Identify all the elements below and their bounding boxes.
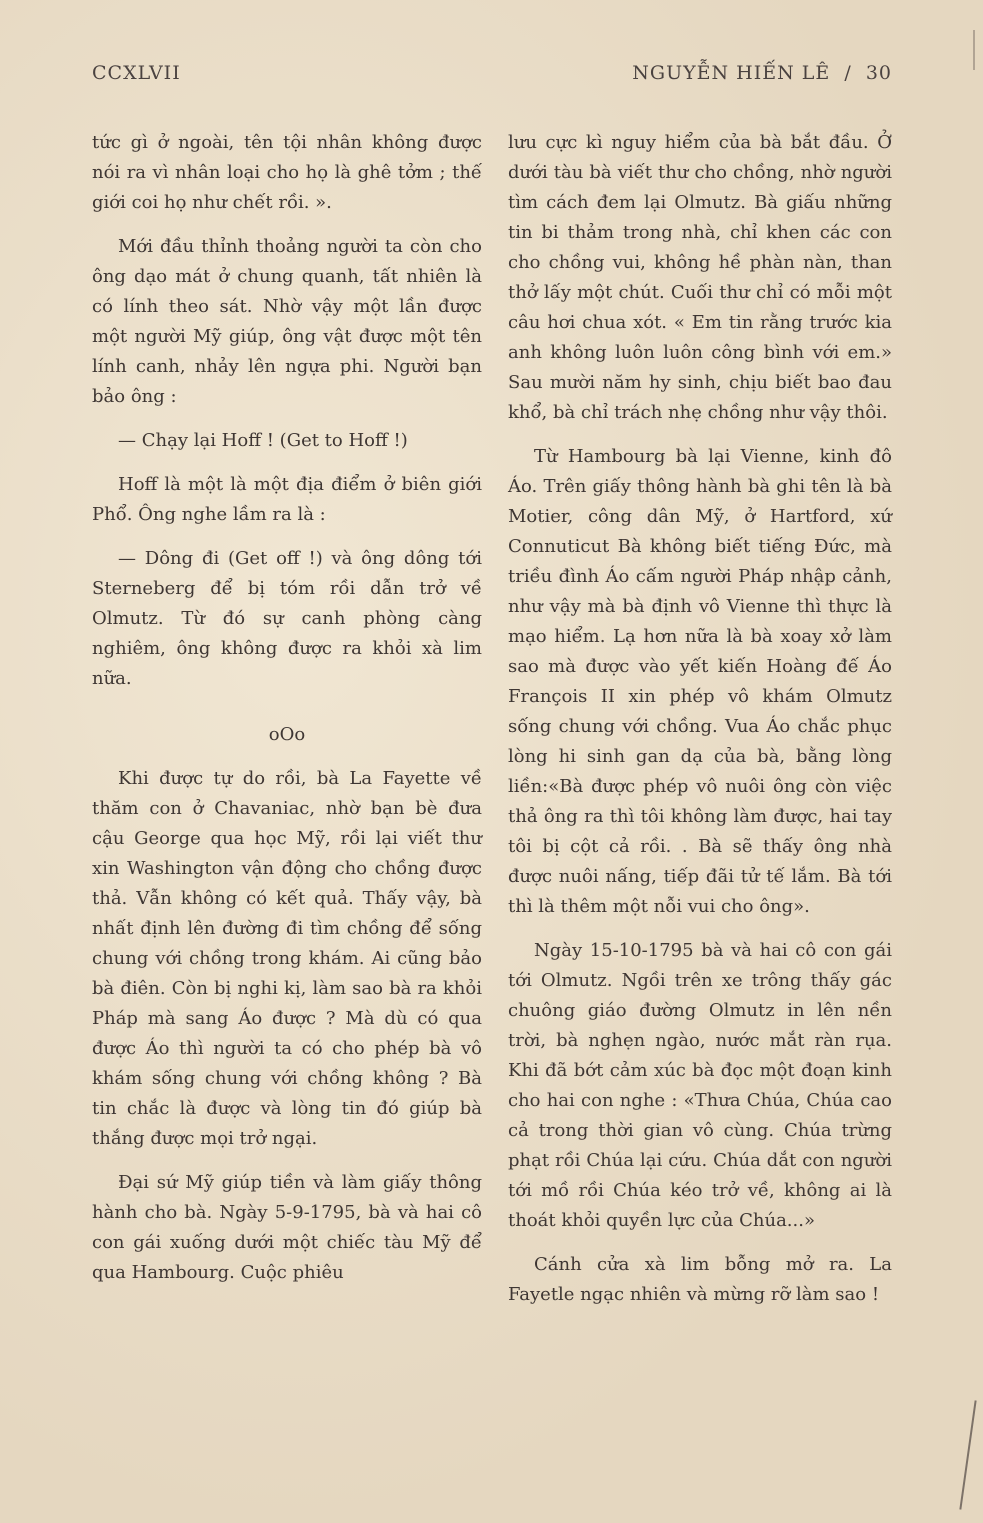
- dialogue-line: — Chạy lại Hoff ! (Get to Hoff !): [118, 430, 408, 451]
- paragraph: Từ Hambourg bà lại Vienne, kinh đô Áo. Trên giấy thông hành bà ghi tên là bà Motier, công dân Mỹ, ở Hartford, xứ Connuticut Bà không biết tiếng Đức, mà triều đình Áo cấm người Pháp nhập cảnh, như vậy mà bà định vô Vienne thì thực là mạo hiểm. Lạ hơn nữa là bà xoay xở làm sao mà được vào yết kiến Hoàng đế Áo François II xin phép vô khám Olmutz sống chung với chồng. Vua Áo chắc phục lòng hi sinh gan dạ của bà, bằng lòng liền:«Bà được phép vô nuôi ông còn việc thả ông ra thì tôi không làm được, hai tay tôi bị cột cả rồi. . Bà sẽ thấy ông nhà được nuôi nấng, tiếp đãi tử tế lắm. Bà tới thì là thêm một nỗi vui cho ông».: [508, 446, 892, 917]
- left-column: [92, 128, 482, 1288]
- paragraph: Đại sứ Mỹ giúp tiền và làm giấy thông hành cho bà. Ngày 5-9-1795, bà và hai cô con gái xuống dưới một chiếc tàu Mỹ để qua Hambourg. Cuộc phiêu: [92, 1172, 482, 1283]
- paragraph: Hoff là một là một địa điểm ở biên giới Phổ. Ông nghe lầm ra là :: [92, 474, 482, 525]
- page-header: [92, 62, 892, 92]
- author-page-number: NGUYỄN HIẾN LÊ / 30: [632, 62, 892, 84]
- paragraph: Khi được tự do rồi, bà La Fayette về thăm con ở Chavaniac, nhờ bạn bè đưa cậu George qua học Mỹ, rồi lại viết thư xin Washington vận động cho chồng được thả. Vẫn không có kết quả. Thấy vậy, bà nhất định lên đường đi tìm chồng để sống chung với chồng trong khám. Ai cũng bảo bà điên. Còn bị nghi kị, làm sao bà ra khỏi Pháp mà sang Áo được ? Mà dù có qua được Áo thì người ta có cho phép bà vô khám sống chung với chồng không ? Bà tin chắc là được và lòng tin đó giúp bà thắng được mọi trở ngại.: [92, 768, 482, 1149]
- right-column: [508, 128, 892, 1310]
- section-separator: oOo: [268, 724, 306, 745]
- paragraph: lưu cực kì nguy hiểm của bà bắt đầu. Ở dưới tàu bà viết thư cho chồng, nhờ người tìm cách đem lại Olmutz. Bà giấu những tin bi thảm trong nhà, chỉ khen các con cho chồng vui, không hề phàn nàn, than thở lấy một chút. Cuối thư chỉ có mỗi một câu hơi chua xót. « Em tin rằng trước kia anh không luôn luôn công bình với em.» Sau mười năm hy sinh, chịu biết bao đau khổ, bà chỉ trách nhẹ chồng như vậy thôi.: [508, 132, 892, 423]
- paragraph: Mới đầu thỉnh thoảng người ta còn cho ông dạo mát ở chung quanh, tất nhiên là có lính theo sát. Nhờ vậy một lần được một người Mỹ giúp, ông vật được một tên lính canh, nhảy lên ngựa phi. Người bạn bảo ông :: [92, 236, 482, 407]
- chapter-number: CCXLVII: [92, 62, 181, 84]
- page-edge-mark: [973, 30, 975, 70]
- paragraph: Cánh cửa xà lim bỗng mở ra. La Fayetle ngạc nhiên và mừng rỡ làm sao !: [508, 1254, 892, 1305]
- page-edge-mark: [959, 1400, 976, 1509]
- paragraph: Ngày 15-10-1795 bà và hai cô con gái tới Olmutz. Ngồi trên xe trông thấy gác chuông giáo đường Olmutz in lên nền trời, bà nghẹn ngào, nước mắt ràn rụa. Khi đã bớt cảm xúc bà đọc một đoạn kinh cho hai con nghe : «Thưa Chúa, Chúa cao cả trong thời gian vô cùng. Chúa trừng phạt rồi Chúa lại cứu. Chúa dắt con người tới mồ rồi Chúa kéo trở về, không ai là thoát khỏi quyền lực của Chúa...»: [508, 940, 892, 1231]
- dialogue-line: — Dông đi (Get off !) và ông dông tới Sterneberg để bị tóm rồi dẫn trở về Olmutz. Từ đó sự canh phòng càng nghiêm, ông không được ra khỏi xà lim nữa.: [92, 548, 482, 689]
- paragraph: tức gì ở ngoài, tên tội nhân không được nói ra vì nhân loại cho họ là ghê tởm ; thế giới coi họ như chết rồi. ».: [92, 132, 482, 213]
